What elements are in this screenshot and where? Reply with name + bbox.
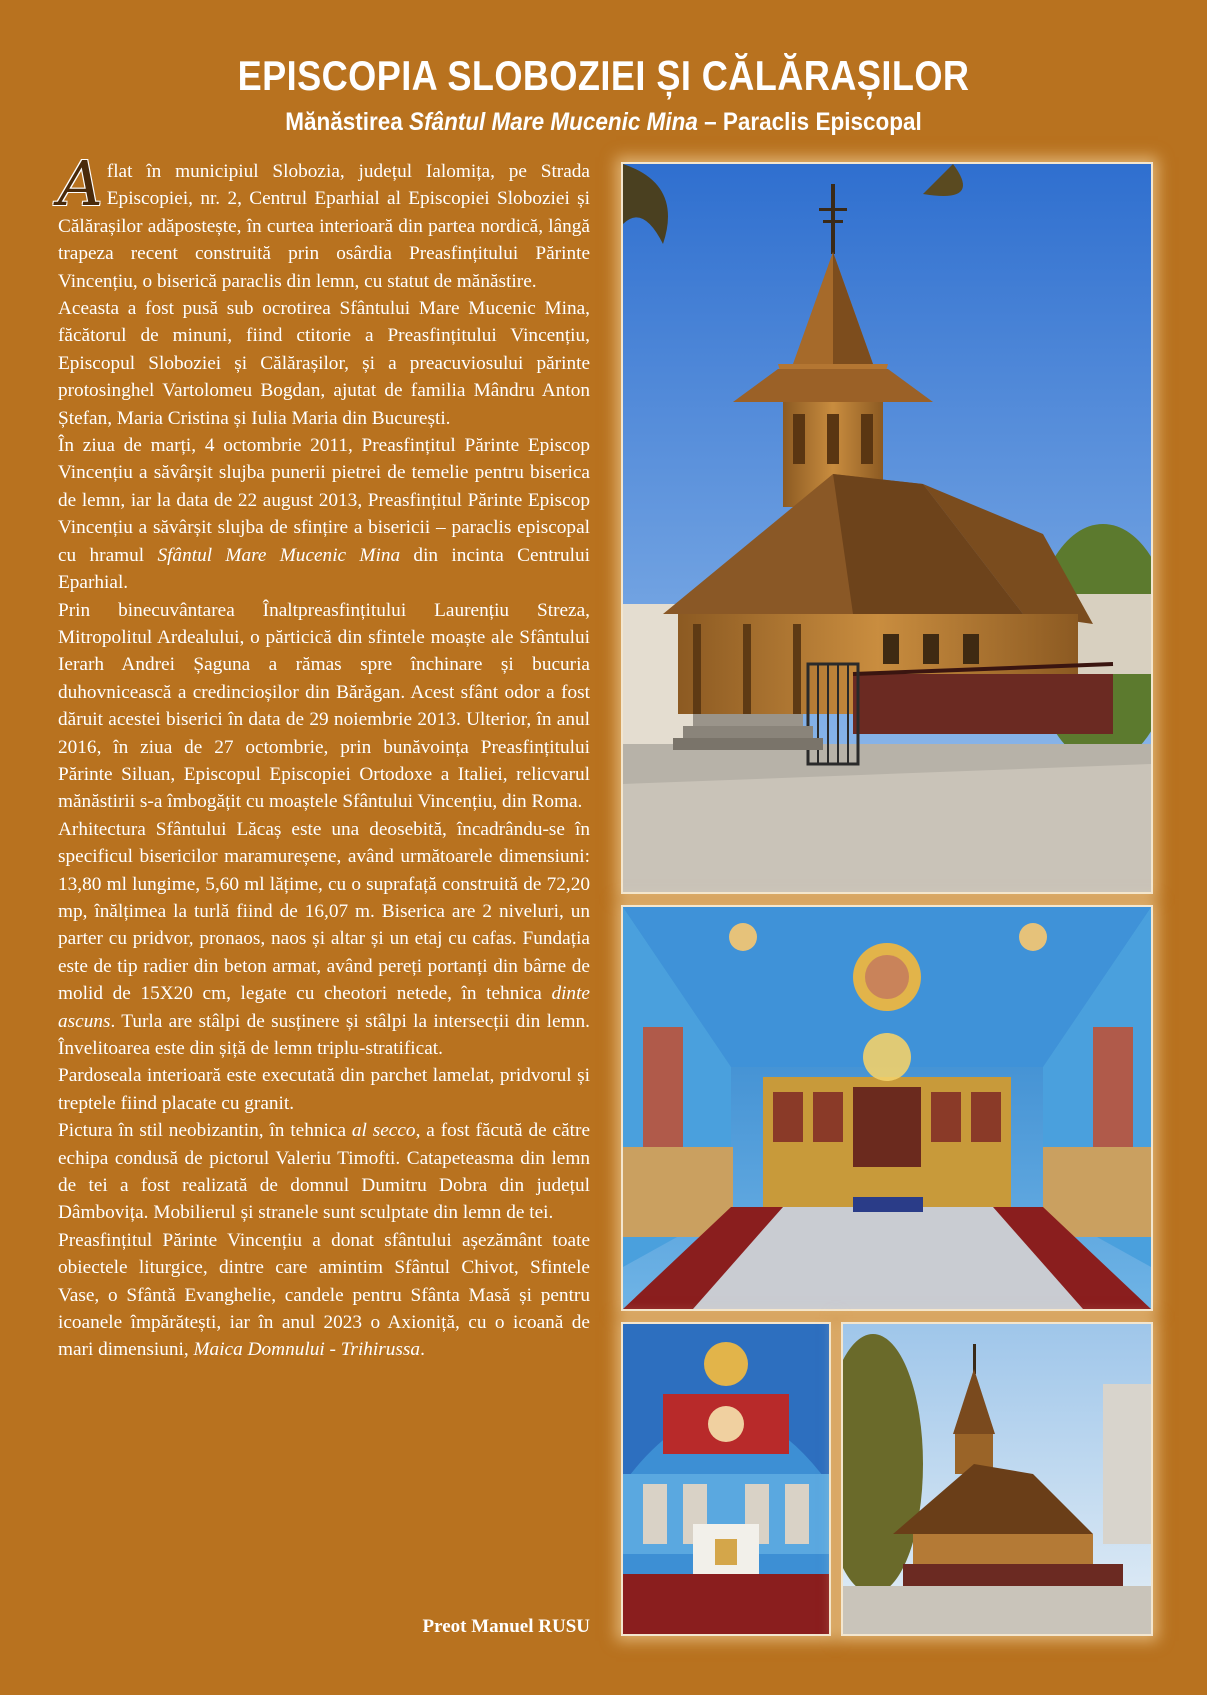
paragraph-1-text: flat în municipiul Slobozia, județul Ialomița, pe Strada Episcopiei, nr. 2, Centrul Eparhial al Episcopiei Sloboziei și Călărașilor adăpostește, în curtea interioară din partea nordică, lângă trapeza recent construită prin osârdia Preasfințitului Părinte Vincențiu, o biserică paraclis din lemn, cu statut de mănăstire. [58, 161, 590, 292]
paragraph-7 [58, 1117, 590, 1227]
paragraph-1 [58, 147, 590, 295]
author-signature: Preot Manuel RUSU [422, 1616, 590, 1637]
paragraph-5-text-a: Arhitectura Sfântului Lăcaș este una deosebită, încadrându-se în specificul bisericilor maramureșene, având următoarele dimensiuni: 13,80 ml lungime, 5,60 ml lățime, cu o suprafață construită de 72,20 mp, înălțimea la turlă fiind de 16,07 m. Biserica are 2 niveluri, un parter cu pridvor, pronaos, naos și altar și un etaj cu cafas. Fundația este de tip radier din beton armat, având pereți portanți din bârne de molid de 15X20 cm, legate cu cheotori netede, în tehnica [58, 818, 590, 1005]
page-title: EPISCOPIA SLOBOZIEI ȘI CĂLĂRAȘILOR [237, 52, 970, 99]
church-exterior-photo [621, 162, 1153, 894]
paragraph-5-italic: dinte ascuns [58, 983, 590, 1032]
paragraph-3-italic: Sfântul Mare Mucenic Mina [157, 544, 401, 566]
paragraph-8-text-b: . [420, 1339, 425, 1361]
paragraph-8 [58, 1227, 590, 1364]
church-interior-illustration [623, 907, 1151, 1309]
paragraph-7-text-b: , a fost făcută de către echipa condusă de pictorul Valeriu Timofti. Catapeteasma din lemn de tei a fost realizată de domnul Dumitru Dobra din județul Dâmbovița. Mobilierul și stranele sunt sculptate din lemn de tei. [58, 1120, 590, 1224]
article-body [58, 147, 590, 1364]
church-side-photo [841, 1322, 1153, 1636]
paragraph-6: Pardoseala interioară este executată din parchet lamelat, pridvorul și treptele fiind placate cu granit. [58, 1065, 590, 1114]
altar-illustration [623, 1324, 829, 1634]
altar-photo [621, 1322, 831, 1636]
paragraph-2: Aceasta a fost pusă sub ocrotirea Sfântului Mare Mucenic Mina, făcătorul de minuni, fiind ctitorie a Preasfințitului Vincențiu, Episcopul Sloboziei și Călărașilor, și a preacuviosului părinte protosinghel Vartolomeu Bogdan, ajutat de familia Mândru Anton Ștefan, Maria Cristina și Iulia Maria din București. [58, 298, 590, 429]
paragraph-7-text-a: Pictura în stil neobizantin, în tehnica [58, 1120, 352, 1142]
subtitle-pre: Mănăstirea [285, 108, 410, 136]
paragraph-5-text-b: . Turla are stâlpi de susținere și stâlpi la intersecții din lemn. Învelitoarea este din șiță de lemn triplu-stratificat. [58, 1010, 590, 1059]
church-exterior-illustration [623, 164, 1151, 892]
paragraph-7-italic: al secco [351, 1120, 416, 1142]
church-interior-photo [621, 905, 1153, 1311]
subtitle-italic: Sfântul Mare Mucenic Mina [409, 108, 698, 136]
paragraph-8-text-a: Preasfințitul Părinte Vincențiu a donat sfântului așezământ toate obiectele liturgice, dintre care amintim Sfântul Chivot, Sfintele Vase, o Sfântă Evanghelie, candele pentru Sfânta Masă și pentru icoanele împărătești, iar în anul 2023 o Axioniță, cu o icoană de mari dimensiuni, [58, 1229, 590, 1361]
paragraph-3-text-b: din incinta Centrului Eparhial. [58, 544, 590, 594]
church-side-illustration [843, 1324, 1151, 1634]
paragraph-4: Prin binecuvântarea Înaltpreasfințitului Laurențiu Streza, Mitropolitul Ardealului, o părticică din sfintele moaște ale Sfântului Ierarh Andrei Șaguna a rămas spre închinare și bucuria duhovnicească a credincioșilor din Bărăgan. Acest sfânt odor a fost dăruit acestei biserici în data de 29 noiembrie 2013. Ulterior, în anul 2016, în ziua de 27 octombrie, prin bunăvoința Preasfințitului Părinte Siluan, Episcopul Episcopiei Ortodoxe a Italiei, relicvarul mănăstirii s-a îmbogățit cu moaștele Sfântului Vincențiu, din Roma. [58, 599, 590, 813]
paragraph-8-italic: Maica Domnului - Trihirussa [193, 1339, 421, 1361]
subtitle-post: – Paraclis Episcopal [697, 108, 922, 136]
drop-cap: A [58, 147, 103, 220]
paragraph-3-text-a: În ziua de marți, 4 octombrie 2011, Preasfințitul Părinte Episcop Vincențiu a săvârșit slujba punerii pietrei de temelie pentru biserica de lemn, iar la data de 22 august 2013, Preasfințitul Părinte Episcop Vincențiu a săvârșit slujba de sfințire a bisericii – paraclis episcopal cu hramul [58, 435, 590, 566]
page-subtitle [60, 108, 1146, 137]
paragraph-3 [58, 432, 590, 596]
paragraph-5 [58, 816, 590, 1063]
